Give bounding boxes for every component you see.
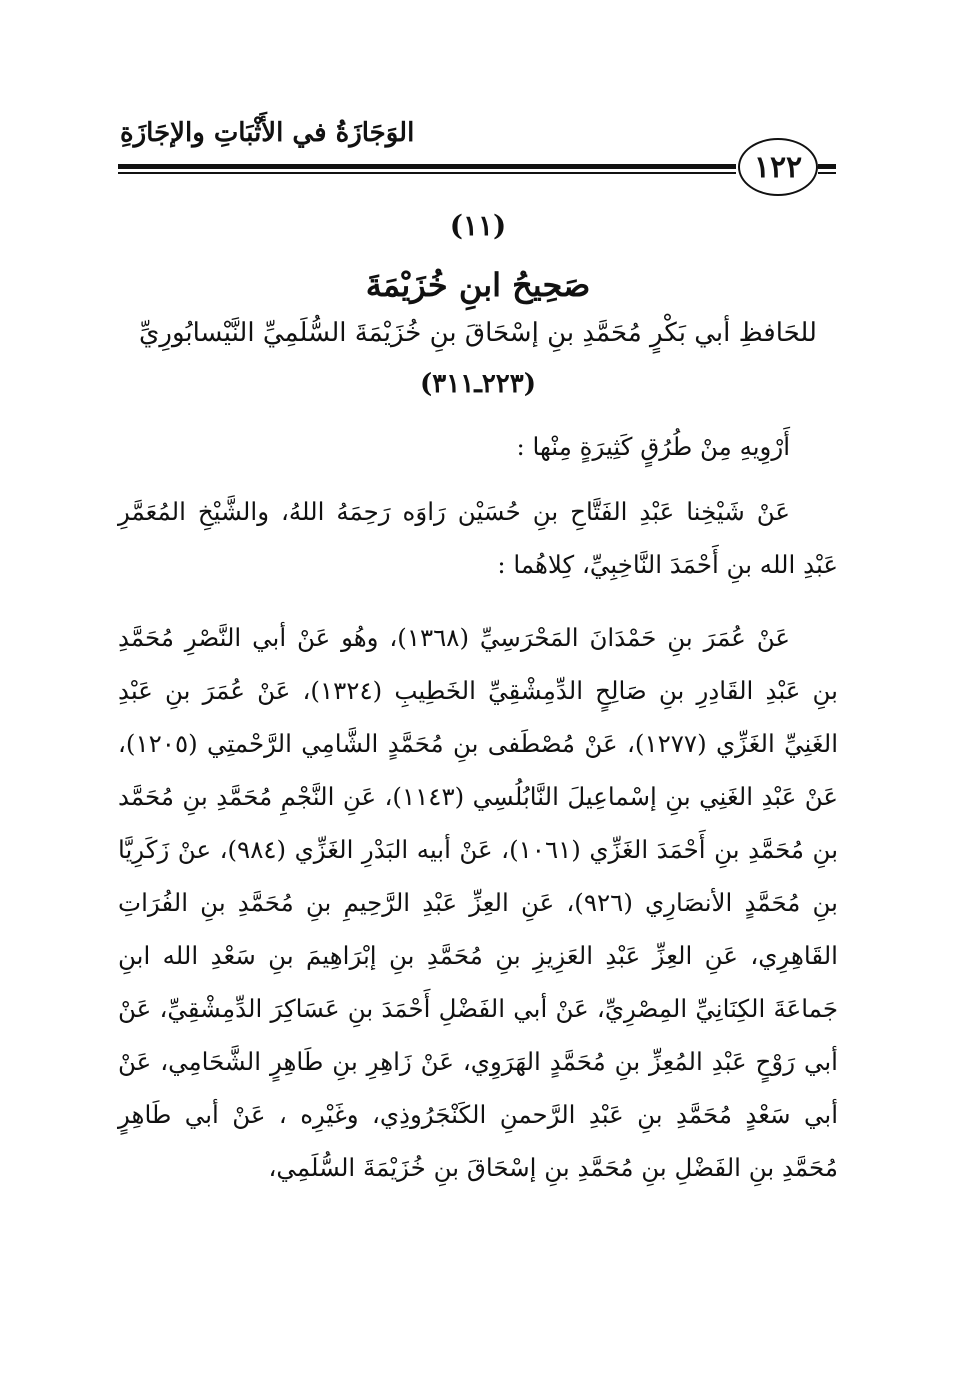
header-rule-end <box>818 164 836 174</box>
chain-paragraph-2: عَنْ عُمَرَ بنِ حَمْدَانَ المَحْرَسِيِّ (١٣٦٨)، وهُو عَنْ أبي النَّصْرِ مُحَمَّدِ بنِ عَبْدِ القَادِرِ بنِ صَالِحٍ الدِّمِشْقِيِّ الخَطِيبِ (١٣٢٤)، عَنْ عُمَرَ بنِ عَبْدِ الغَنِيِّ الغَزِّي (١٢٧٧)، عَنْ مُصْطَفى بنِ مُحَمَّدٍ الشَّامِي الرَّحْمتِي (١٢٠٥)، عَنْ عَبْدِ الغَنِي بنِ إسْماعِيلَ النَّابُلُسِي (١١٤٣)، عَنِ النَّجْمِ مُحَمَّدِ بنِ مُحَمَّد بنِ مُحَمَّدِ بنِ أَحْمَدَ الغَزِّي (١٠٦١)، عَنْ أبيه البَدْرِ الغَزِّي (٩٨٤)، عنْ زَكَرِيَّا بنِ مُحَمَّدٍ الأنصَارِي (٩٢٦)، عَنِ العِزِّ عَبْدِ الرَّحِيمِ بنِ مُحَمَّدِ بنِ الفُرَاتِ القَاهِرِي، عَنِ العِزِّ عَبْدِ العَزِيزِ بنِ مُحَمَّدِ بنِ إبْرَاهِيمَ بنِ سَعْدِ الله ابنِ جَماعَةَ الكِنَانِيِّ المِصْرِيِّ، عَنْ أبي الفَضْلِ أَحْمَدَ بنِ عَسَاكِرَ الدِّمِشْقِيِّ، عَنْ أبي رَوْحٍ عَبْدِ المُعِزِّ بنِ مُحَمَّدٍ الهَرَوِي، عَنْ زَاهِرِ بنِ طَاهِرٍ الشَّحَامِي، عَنْ أبي سَعْدٍ مُحَمَّدِ بنِ عَبْدِ الرَّحمنِ الكَنْجَرُوذِي، وغَيْرِه ، عَنْ أبي طَاهِرٍ مُحَمَّدِ بنِ الفَضْلِ بنِ مُحَمَّدِ بنِ إسْحَاقَ بنِ خُزَيْمَةَ السُّلَمِي، <box>118 623 839 1182</box>
page-content <box>118 196 838 1194</box>
running-header-title: الوَجَازَةُ في الأَثْبَاتِ والإجَازَةِ <box>120 118 415 148</box>
chain-paragraph-1: عَنْ شَيْخِنا عَبْدِ الفَتَّاحِ بنِ حُسَيْن رَاوَه رَحِمَهُ اللهُ، والشَّيْخِ المُعَمَّرِ عَبْدِ الله بنِ أَحْمَدَ النَّاخِبِيِّ، كِلاهُما : <box>118 497 838 579</box>
header-rule <box>118 164 736 174</box>
section-number: (١١) <box>449 209 507 242</box>
intro-paragraph: أَرْوِيهِ مِنْ طُرُقٍ كَثِيرَةٍ مِنْها : <box>516 432 790 461</box>
book-title: صَحِيحُ ابنِ خُزَيْمَةَ <box>365 266 591 304</box>
author-line: للحَافظِ أبي بَكْرٍ مُحَمَّدِ بنِ إسْحَاقَ بنِ خُزَيْمَةَ السُّلَمِيِّ النَّيْسابُورِيِّ <box>139 318 817 348</box>
author-dates: (٢٢٣ـ٣١١) <box>419 369 537 399</box>
page-number <box>738 138 818 196</box>
page-number-text: ١٢٢ <box>753 149 803 185</box>
